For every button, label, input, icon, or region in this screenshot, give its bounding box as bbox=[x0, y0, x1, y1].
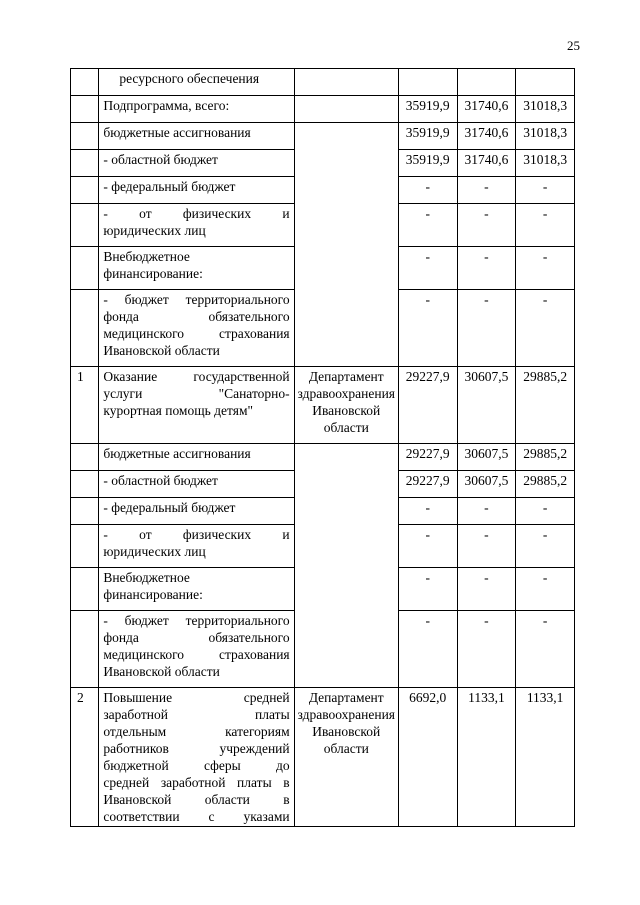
value-cell: 31740,6 bbox=[457, 123, 516, 150]
value-cell: - bbox=[398, 204, 457, 247]
value-cell: 31740,6 bbox=[457, 96, 516, 123]
value-cell: - bbox=[457, 525, 516, 568]
value-cell: - bbox=[516, 568, 575, 611]
value-cell: 31740,6 bbox=[457, 150, 516, 177]
table-row bbox=[71, 69, 575, 96]
value-cell: 29885,2 bbox=[516, 471, 575, 498]
value-cell: - bbox=[516, 498, 575, 525]
value-cell: - bbox=[516, 177, 575, 204]
value-cell: 30607,5 bbox=[457, 367, 516, 444]
value-cell: - bbox=[516, 525, 575, 568]
value-cell: 30607,5 bbox=[457, 444, 516, 471]
value-cell: - bbox=[457, 290, 516, 367]
value-cell: 29227,9 bbox=[398, 471, 457, 498]
row-name: Оказание государственной услуги "Санаторно- курортная помощь детям" bbox=[99, 367, 294, 444]
value-cell: - bbox=[516, 204, 575, 247]
value-cell: 35919,9 bbox=[398, 123, 457, 150]
value-cell: 1133,1 bbox=[457, 688, 516, 827]
row-name: бюджетные ассигнования bbox=[99, 444, 294, 471]
value-cell: - bbox=[457, 568, 516, 611]
value-cell: - bbox=[516, 247, 575, 290]
row-name: Внебюджетное финансирование: bbox=[99, 247, 294, 290]
value-cell: 31018,3 bbox=[516, 123, 575, 150]
row-executor bbox=[294, 69, 398, 96]
table-row bbox=[71, 123, 575, 150]
table-row bbox=[71, 444, 575, 471]
row-name: - бюджет территориального фонда обязательного медицинского страхования Ивановской области bbox=[99, 611, 294, 688]
row-name: - областной бюджет bbox=[99, 150, 294, 177]
value-cell: 6692,0 bbox=[398, 688, 457, 827]
value-cell: - bbox=[398, 498, 457, 525]
row-name: - федеральный бюджет bbox=[99, 498, 294, 525]
value-cell: 30607,5 bbox=[457, 471, 516, 498]
row-name: ресурсного обеспечения bbox=[99, 69, 294, 96]
row-number: 2 bbox=[71, 688, 99, 827]
value-cell: - bbox=[457, 177, 516, 204]
value-cell: 31018,3 bbox=[516, 96, 575, 123]
value-cell: - bbox=[398, 177, 457, 204]
row-number bbox=[71, 69, 99, 96]
value-cell: - bbox=[398, 611, 457, 688]
value-cell: 29885,2 bbox=[516, 444, 575, 471]
row-executor: Департамент здравоохранения Ивановской области bbox=[294, 688, 398, 827]
row-name: - областной бюджет bbox=[99, 471, 294, 498]
value-cell: - bbox=[398, 290, 457, 367]
value-cell: - bbox=[457, 498, 516, 525]
table-row bbox=[71, 96, 575, 123]
value-cell: - bbox=[398, 247, 457, 290]
row-number: 1 bbox=[71, 367, 99, 444]
row-name: Подпрограмма, всего: bbox=[99, 96, 294, 123]
row-name: - бюджет территориального фонда обязательного медицинского страхования Ивановской области bbox=[99, 290, 294, 367]
value-cell: 29227,9 bbox=[398, 367, 457, 444]
value-cell: 35919,9 bbox=[398, 96, 457, 123]
funding-table bbox=[70, 68, 575, 827]
page-number: 25 bbox=[567, 38, 580, 53]
row-name: - федеральный бюджет bbox=[99, 177, 294, 204]
row-name: Повышение средней заработной платы отдельным категориям работников учреждений бюджетной сферы до средней заработной платы в Ивановской области в соответствии с указами bbox=[99, 688, 294, 827]
row-executor: Департамент здравоохранения Ивановской области bbox=[294, 367, 398, 444]
value-cell: 35919,9 bbox=[398, 150, 457, 177]
value-cell: - bbox=[457, 204, 516, 247]
table-row bbox=[71, 688, 575, 827]
value-cell: - bbox=[516, 290, 575, 367]
table-row bbox=[71, 367, 575, 444]
row-name: бюджетные ассигнования bbox=[99, 123, 294, 150]
value-cell: 29227,9 bbox=[398, 444, 457, 471]
row-name: - от физических и юридических лиц bbox=[99, 525, 294, 568]
value-cell: - bbox=[457, 247, 516, 290]
value-cell: - bbox=[457, 611, 516, 688]
value-cell: 31018,3 bbox=[516, 150, 575, 177]
row-name: - от физических и юридических лиц bbox=[99, 204, 294, 247]
value-cell: 29885,2 bbox=[516, 367, 575, 444]
value-cell: - bbox=[398, 568, 457, 611]
value-cell: - bbox=[398, 525, 457, 568]
value-cell: 1133,1 bbox=[516, 688, 575, 827]
value-cell: - bbox=[516, 611, 575, 688]
row-name: Внебюджетное финансирование: bbox=[99, 568, 294, 611]
